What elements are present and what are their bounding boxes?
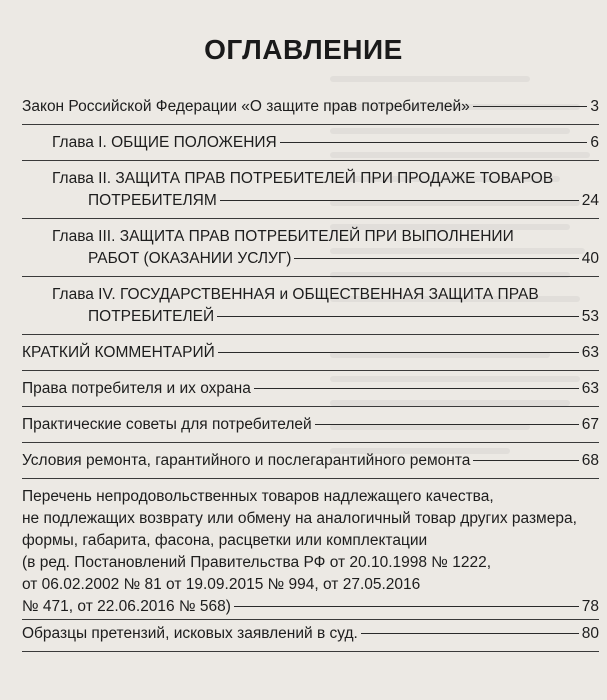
toc-page-number: 80 [581, 625, 599, 642]
leader-line [280, 142, 588, 143]
toc-page-number: 3 [590, 98, 599, 115]
toc-entry-title: ПОТРЕБИТЕЛЕЙ [88, 308, 215, 325]
divider [22, 276, 599, 277]
leader-line [294, 258, 578, 259]
toc-entry-title: ПОТРЕБИТЕЛЯМ [88, 192, 217, 209]
divider [22, 478, 599, 479]
toc-page-number: 78 [581, 598, 599, 615]
divider [22, 160, 599, 161]
toc-page-number: 63 [581, 380, 599, 397]
toc-page-number: 24 [581, 192, 599, 209]
toc-entry-title: Практические советы для потребителей [22, 416, 312, 433]
toc-page-number: 6 [590, 134, 599, 151]
toc-entry-title-line: формы, габарита, фасона, расцветки или комплектации [22, 532, 428, 549]
table-of-contents [22, 96, 599, 659]
toc-page-number: 63 [581, 344, 599, 361]
toc-entry-title: КРАТКИЙ КОММЕНТАРИЙ [22, 344, 215, 361]
leader-line [218, 352, 579, 353]
toc-entry-title: Закон Российской Федерации «О защите прав потребителей» [22, 98, 470, 115]
leader-line [220, 200, 579, 201]
toc-entry-title: Права потребителя и их охрана [22, 380, 251, 397]
toc-page-number: 68 [581, 452, 599, 469]
divider [22, 218, 599, 219]
divider [22, 651, 599, 652]
leader-line [473, 106, 588, 107]
toc-entry-title-line: от 06.02.2002 № 81 от 19.09.2015 № 994, от 27.05.2016 [22, 576, 421, 593]
toc-entry-title: РАБОТ (ОКАЗАНИИ УСЛУГ) [88, 250, 292, 267]
divider [22, 334, 599, 335]
leader-line [315, 424, 579, 425]
toc-entry-sample-claims[interactable] [22, 623, 599, 645]
divider [22, 442, 599, 443]
page-title: ОГЛАВЛЕНИЕ [204, 34, 403, 65]
toc-entry-practical-tips[interactable] [22, 414, 599, 436]
toc-entry-title-line: Перечень непродовольственных товаров надлежащего качества, [22, 488, 494, 505]
divider [22, 406, 599, 407]
toc-entry-title-line: Глава IV. ГОСУДАРСТВЕННАЯ и ОБЩЕСТВЕННАЯ ЗАЩИТА ПРАВ [52, 286, 539, 303]
leader-line [254, 388, 579, 389]
toc-entry-title-line: не подлежащих возврату или обмену на аналогичный товар других размера, [22, 510, 577, 527]
toc-page-number: 40 [581, 250, 599, 267]
toc-entry-consumer-rights[interactable] [22, 378, 599, 400]
toc-page-number: 67 [581, 416, 599, 433]
toc-entry-goods-list[interactable] [22, 486, 599, 618]
divider [22, 619, 599, 620]
toc-entry-repair-conditions[interactable] [22, 450, 599, 472]
toc-entry-title-line: (в ред. Постановлений Правительства РФ от 20.10.1998 № 1222, [22, 554, 492, 571]
toc-entry-title-line: Глава II. ЗАЩИТА ПРАВ ПОТРЕБИТЕЛЕЙ ПРИ ПРОДАЖЕ ТОВАРОВ [52, 170, 554, 187]
leader-line [217, 316, 579, 317]
toc-entry-commentary[interactable] [22, 342, 599, 364]
leader-line [473, 460, 578, 461]
toc-page-number: 53 [581, 308, 599, 325]
divider [22, 370, 599, 371]
toc-entry-chapter-3[interactable] [52, 226, 599, 270]
toc-entry-law[interactable] [22, 96, 599, 118]
toc-entry-chapter-4[interactable] [52, 284, 599, 328]
toc-entry-title-line: Глава III. ЗАЩИТА ПРАВ ПОТРЕБИТЕЛЕЙ ПРИ ВЫПОЛНЕНИИ [52, 228, 514, 245]
toc-entry-title: Условия ремонта, гарантийного и послегарантийного ремонта [22, 452, 471, 469]
leader-line [361, 633, 579, 634]
leader-line [234, 606, 579, 607]
toc-entry-title: № 471, от 22.06.2016 № 568) [22, 598, 231, 615]
toc-entry-chapter-1[interactable] [52, 132, 599, 154]
toc-entry-chapter-2[interactable] [52, 168, 599, 212]
toc-entry-title: Глава I. ОБЩИЕ ПОЛОЖЕНИЯ [52, 134, 277, 151]
divider [22, 124, 599, 125]
toc-entry-title: Образцы претензий, исковых заявлений в суд. [22, 625, 358, 642]
